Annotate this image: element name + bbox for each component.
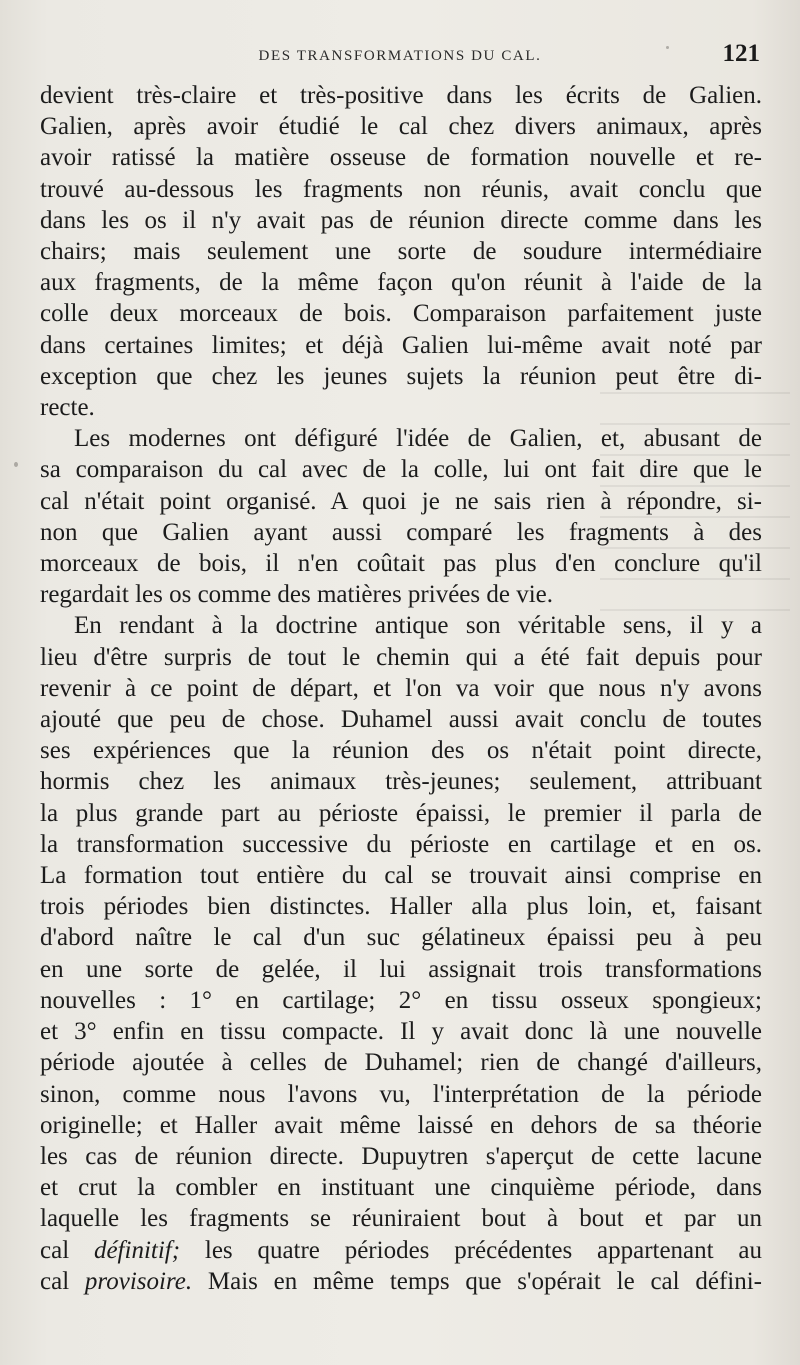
text-line: originelle; et Haller avait même laissé en dehors de sa théorie <box>40 1111 762 1139</box>
text-line: trois périodes bien distinctes. Haller alla plus loin, et, faisant <box>40 893 762 921</box>
text-line: non que Galien ayant aussi comparé les fragments à des <box>40 518 762 546</box>
text-line: et 3° enfin en tissu compacte. Il y avait donc là une nouvelle <box>40 1018 762 1046</box>
text-line: chairs; mais seulement une sorte de soudure intermédiaire <box>40 238 762 266</box>
text-line: sinon, comme nous l'avons vu, l'interprétation de la période <box>40 1080 762 1108</box>
text-line: ses expériences que la réunion des os n'était point directe, <box>40 737 762 765</box>
page-number: 121 <box>722 40 760 67</box>
text-line: morceaux de bois, il n'en coûtait pas plus d'en conclure qu'il <box>40 550 762 578</box>
text-line-with-italic <box>40 1235 762 1266</box>
text-line: revenir à ce point de départ, et l'on va voir que nous n'y avons <box>40 674 762 702</box>
text-line-with-italic <box>40 1266 762 1297</box>
text-line: colle deux morceaux de bois. Comparaison parfaitement juste <box>40 300 762 328</box>
text-line: hormis chez les animaux très-jeunes; seulement, attribuant <box>40 768 762 796</box>
italic-term-provisoire: provisoire. <box>84 1267 193 1295</box>
text-line: aux fragments, de la même façon qu'on réunit à l'aide de la <box>40 269 762 297</box>
text-line: La formation tout entière du cal se trouvait ainsi comprise en <box>40 862 762 890</box>
text-line: devient très-claire et très-positive dans les écrits de Galien. <box>40 82 762 109</box>
text-line: Les modernes ont défiguré l'idée de Galien, et, abusant de <box>74 425 762 453</box>
body-text <box>40 80 762 1297</box>
paragraph-2 <box>40 423 762 610</box>
text-line: En rendant à la doctrine antique son véritable sens, il y a <box>74 612 762 640</box>
text-fragment: cal <box>40 1236 94 1264</box>
running-head <box>40 40 760 70</box>
paper-speck <box>14 462 18 467</box>
text-line: laquelle les fragments se réuniraient bout à bout et par un <box>40 1205 762 1233</box>
italic-term-definitif: définitif; <box>93 1236 181 1264</box>
paragraph-3 <box>40 610 762 1296</box>
text-fragment: Mais en même temps que s'opérait le cal défini- <box>192 1267 762 1295</box>
text-line: recte. <box>40 394 95 422</box>
paragraph-1 <box>40 80 762 423</box>
text-line: exception que chez les jeunes sujets la réunion peut être di- <box>40 362 762 390</box>
text-line: d'abord naître le cal d'un suc gélatineux épaissi peu à peu <box>40 924 762 952</box>
text-fragment: les quatre périodes précédentes appartenant au <box>180 1236 763 1264</box>
text-line: dans certaines limites; et déjà Galien lui-même avait noté par <box>40 331 762 359</box>
text-line: nouvelles : 1° en cartilage; 2° en tissu osseux spongieux; <box>40 986 762 1014</box>
text-line: période ajoutée à celles de Duhamel; rien de changé d'ailleurs, <box>40 1049 762 1077</box>
text-line: la plus grande part au périoste épaissi, le premier il parla de <box>40 799 762 827</box>
text-line: ajouté que peu de chose. Duhamel aussi avait conclu de toutes <box>40 706 762 734</box>
text-line: trouvé au-dessous les fragments non réunis, avait conclu que <box>40 175 762 203</box>
text-line: Galien, après avoir étudié le cal chez divers animaux, après <box>40 113 762 141</box>
text-fragment: cal <box>40 1267 85 1295</box>
text-line: avoir ratissé la matière osseuse de formation nouvelle et re- <box>40 144 762 172</box>
text-line: cal n'était point organisé. A quoi je ne sais rien à répondre, si- <box>40 487 762 515</box>
text-line: les cas de réunion directe. Dupuytren s'aperçut de cette lacune <box>40 1142 762 1170</box>
text-line: et crut la combler en instituant une cinquième période, dans <box>40 1174 762 1202</box>
text-line: regardait les os comme des matières privées de vie. <box>40 581 554 609</box>
text-line: en une sorte de gelée, il lui assignait trois transformations <box>40 955 762 983</box>
text-line: lieu d'être surpris de tout le chemin qui a été fait depuis pour <box>40 643 762 671</box>
running-title: DES TRANSFORMATIONS DU CAL. <box>258 48 542 64</box>
text-line: sa comparaison du cal avec de la colle, lui ont fait dire que le <box>40 456 762 484</box>
text-line: la transformation successive du périoste en cartilage et en os. <box>40 830 762 858</box>
text-line: dans les os il n'y avait pas de réunion directe comme dans les <box>40 206 762 234</box>
